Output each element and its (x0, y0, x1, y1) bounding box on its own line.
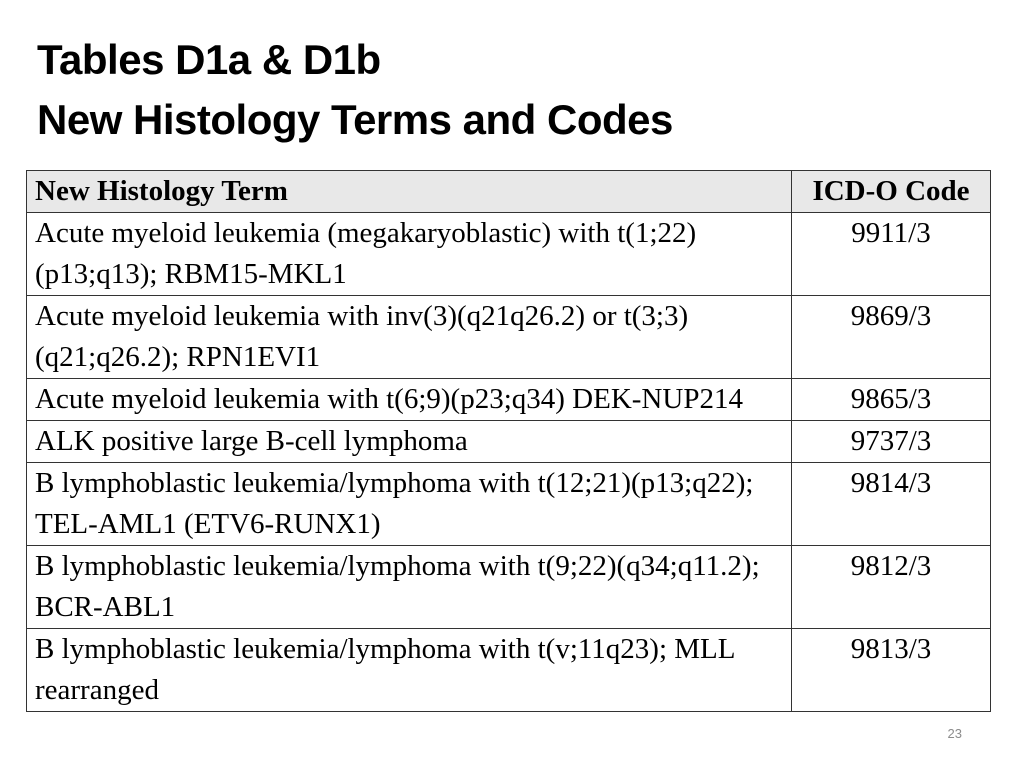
histology-term-cell: B lymphoblastic leukemia/lymphoma with t(v;11q23); MLL rearranged (27, 629, 792, 712)
histology-term-cell: B lymphoblastic leukemia/lymphoma with t(9;22)(q34;q11.2); BCR-ABL1 (27, 546, 792, 629)
icd-o-code-cell: 9911/3 (792, 213, 991, 296)
page-title (37, 30, 673, 150)
column-header-code: ICD-O Code (792, 171, 991, 213)
slide-number: 23 (947, 726, 962, 741)
table-row (27, 379, 991, 421)
histology-term-cell: Acute myeloid leukemia with t(6;9)(p23;q34) DEK-NUP214 (27, 379, 792, 421)
icd-o-code-cell: 9812/3 (792, 546, 991, 629)
histology-term-cell: B lymphoblastic leukemia/lymphoma with t(12;21)(p13;q22); TEL-AML1 (ETV6-RUNX1) (27, 463, 792, 546)
histology-codes-table (26, 170, 991, 712)
table-row (27, 213, 991, 296)
icd-o-code-cell: 9869/3 (792, 296, 991, 379)
table-row (27, 296, 991, 379)
histology-term-cell: ALK positive large B-cell lymphoma (27, 421, 792, 463)
table-row (27, 546, 991, 629)
icd-o-code-cell: 9865/3 (792, 379, 991, 421)
histology-term-cell: Acute myeloid leukemia (megakaryoblastic) with t(1;22)(p13;q13); RBM15-MKL1 (27, 213, 792, 296)
table-header-row (27, 171, 991, 213)
table-row (27, 421, 991, 463)
column-header-term: New Histology Term (27, 171, 792, 213)
title-line-2: New Histology Terms and Codes (37, 96, 673, 143)
table-row (27, 629, 991, 712)
histology-term-cell: Acute myeloid leukemia with inv(3)(q21q26.2) or t(3;3)(q21;q26.2); RPN1EVI1 (27, 296, 792, 379)
table-row (27, 463, 991, 546)
icd-o-code-cell: 9814/3 (792, 463, 991, 546)
icd-o-code-cell: 9737/3 (792, 421, 991, 463)
icd-o-code-cell: 9813/3 (792, 629, 991, 712)
title-line-1: Tables D1a & D1b (37, 36, 381, 83)
